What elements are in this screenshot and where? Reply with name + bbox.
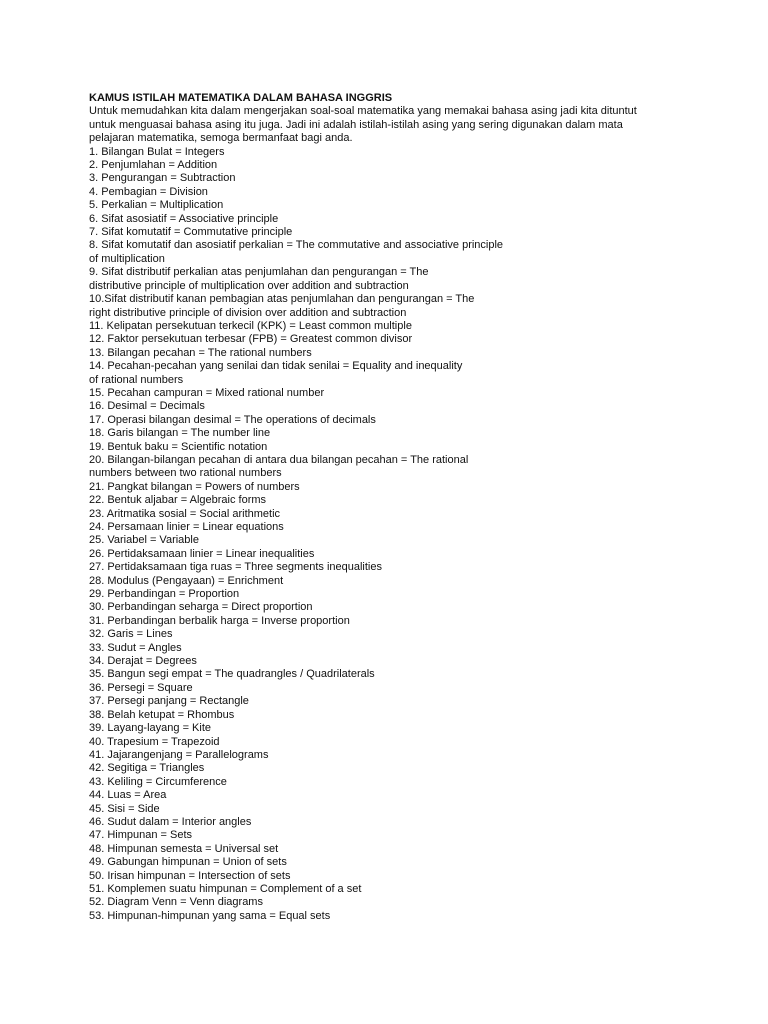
term-line: 50. Irisan himpunan = Intersection of sets <box>89 869 291 882</box>
term-line: 35. Bangun segi empat = The quadrangles / Quadrilaterals <box>89 668 375 681</box>
term-line: 40. Trapesium = Trapezoid <box>89 735 220 748</box>
term-line: 11. Kelipatan persekutuan terkecil (KPK) = Least common multiple <box>89 319 412 332</box>
document-page <box>89 92 749 923</box>
term-line: 29. Perbandingan = Proportion <box>89 588 240 601</box>
term-line: 6. Sifat asosiatif = Associative principle <box>89 212 279 225</box>
term-line: 8. Sifat komutatif dan asosiatif perkalian = The commutative and associative principle <box>89 239 504 252</box>
term-line: 39. Layang-layang = Kite <box>89 722 212 735</box>
term-line: 34. Derajat = Degrees <box>89 655 197 668</box>
term-line: 16. Desimal = Decimals <box>89 400 205 413</box>
term-line: 26. Pertidaksamaan linier = Linear inequalities <box>89 547 315 560</box>
term-line: 30. Perbandingan seharga = Direct proportion <box>89 601 313 614</box>
term-line: 24. Persamaan linier = Linear equations <box>89 521 284 533</box>
term-line: 18. Garis bilangan = The number line <box>89 427 271 440</box>
term-line: 32. Garis = Lines <box>89 628 173 641</box>
term-line: distributive principle of multiplication over addition and subtraction <box>89 279 409 292</box>
term-line: 53. Himpunan-himpunan yang sama = Equal sets <box>89 909 331 922</box>
term-line: 49. Gabungan himpunan = Union of sets <box>89 856 287 869</box>
term-line: 44. Luas = Area <box>89 789 167 802</box>
term-line: right distributive principle of division over addition and subtraction <box>89 306 407 319</box>
term-line: 17. Operasi bilangan desimal = The operations of decimals <box>89 413 376 426</box>
term-line: 19. Bentuk baku = Scientific notation <box>89 440 268 453</box>
term-line: 14. Pecahan-pecahan yang senilai dan tidak senilai = Equality and inequality <box>89 360 463 373</box>
term-line: 7. Sifat komutatif = Commutative principle <box>89 226 293 239</box>
term-line: of multiplication <box>89 252 165 265</box>
term-line: 37. Persegi panjang = Rectangle <box>89 695 249 708</box>
term-line: 10.Sifat distributif kanan pembagian atas penjumlahan dan pengurangan = The <box>89 293 475 306</box>
term-line: 27. Pertidaksamaan tiga ruas = Three segments inequalities <box>89 561 382 574</box>
term-line: 5. Perkalian = Multiplication <box>89 199 224 212</box>
term-line: 21. Pangkat bilangan = Powers of numbers <box>89 480 300 493</box>
intro-paragraph: Untuk memudahkan kita dalam mengerjakan soal-soal matematika yang memakai bahasa asing jadi kita dituntut untuk menguasai bahasa asing itu juga. Jadi ini adalah istilah-istilah asing yang sering digunakan dalam mata pelajaran matematika, semoga bermanfaat bagi anda. <box>89 105 637 145</box>
term-line: of rational numbers <box>89 373 184 386</box>
term-line: 36. Persegi = Square <box>89 681 193 694</box>
term-line: 2. Penjumlahan = Addition <box>89 159 218 172</box>
term-line: 9. Sifat distributif perkalian atas penjumlahan dan pengurangan = The <box>89 266 429 279</box>
term-line: 42. Segitiga = Triangles <box>89 762 205 775</box>
term-line: 47. Himpunan = Sets <box>89 829 193 842</box>
term-line: 20. Bilangan-bilangan pecahan di antara dua bilangan pecahan = The rational <box>89 453 469 466</box>
term-line: 51. Komplemen suatu himpunan = Complement of a set <box>89 882 362 895</box>
term-line: 31. Perbandingan berbalik harga = Inverse proportion <box>89 614 350 627</box>
term-line: 46. Sudut dalam = Interior angles <box>89 815 252 828</box>
term-line: 33. Sudut = Angles <box>89 641 182 654</box>
term-line: 48. Himpunan semesta = Universal set <box>89 842 279 855</box>
term-line: 15. Pecahan campuran = Mixed rational number <box>89 386 325 399</box>
term-line: 22. Bentuk aljabar = Algebraic forms <box>89 494 267 507</box>
term-line: 13. Bilangan pecahan = The rational numbers <box>89 346 312 359</box>
term-line: 45. Sisi = Side <box>89 802 160 815</box>
term-list <box>89 146 749 924</box>
term-line: 4. Pembagian = Division <box>89 185 208 198</box>
term-line: numbers between two rational numbers <box>89 467 282 480</box>
term-line: 43. Keliling = Circumference <box>89 775 227 788</box>
term-line: 41. Jajarangenjang = Parallelograms <box>89 748 269 761</box>
term-line: 52. Diagram Venn = Venn diagrams <box>89 896 263 909</box>
term-line: 1. Bilangan Bulat = Integers <box>89 145 225 158</box>
term-line: 12. Faktor persekutuan terbesar (FPB) = Greatest common divisor <box>89 333 413 346</box>
term-line: 3. Pengurangan = Subtraction <box>89 172 236 185</box>
term-line: 28. Modulus (Pengayaan) = Enrichment <box>89 574 284 587</box>
term-line: 23. Aritmatika sosial = Social arithmetic <box>89 507 281 520</box>
term-line: 38. Belah ketupat = Rhombus <box>89 708 235 721</box>
document-title: KAMUS ISTILAH MATEMATIKA DALAM BAHASA INGGRIS <box>89 92 393 104</box>
term-line: 25. Variabel = Variable <box>89 534 199 547</box>
